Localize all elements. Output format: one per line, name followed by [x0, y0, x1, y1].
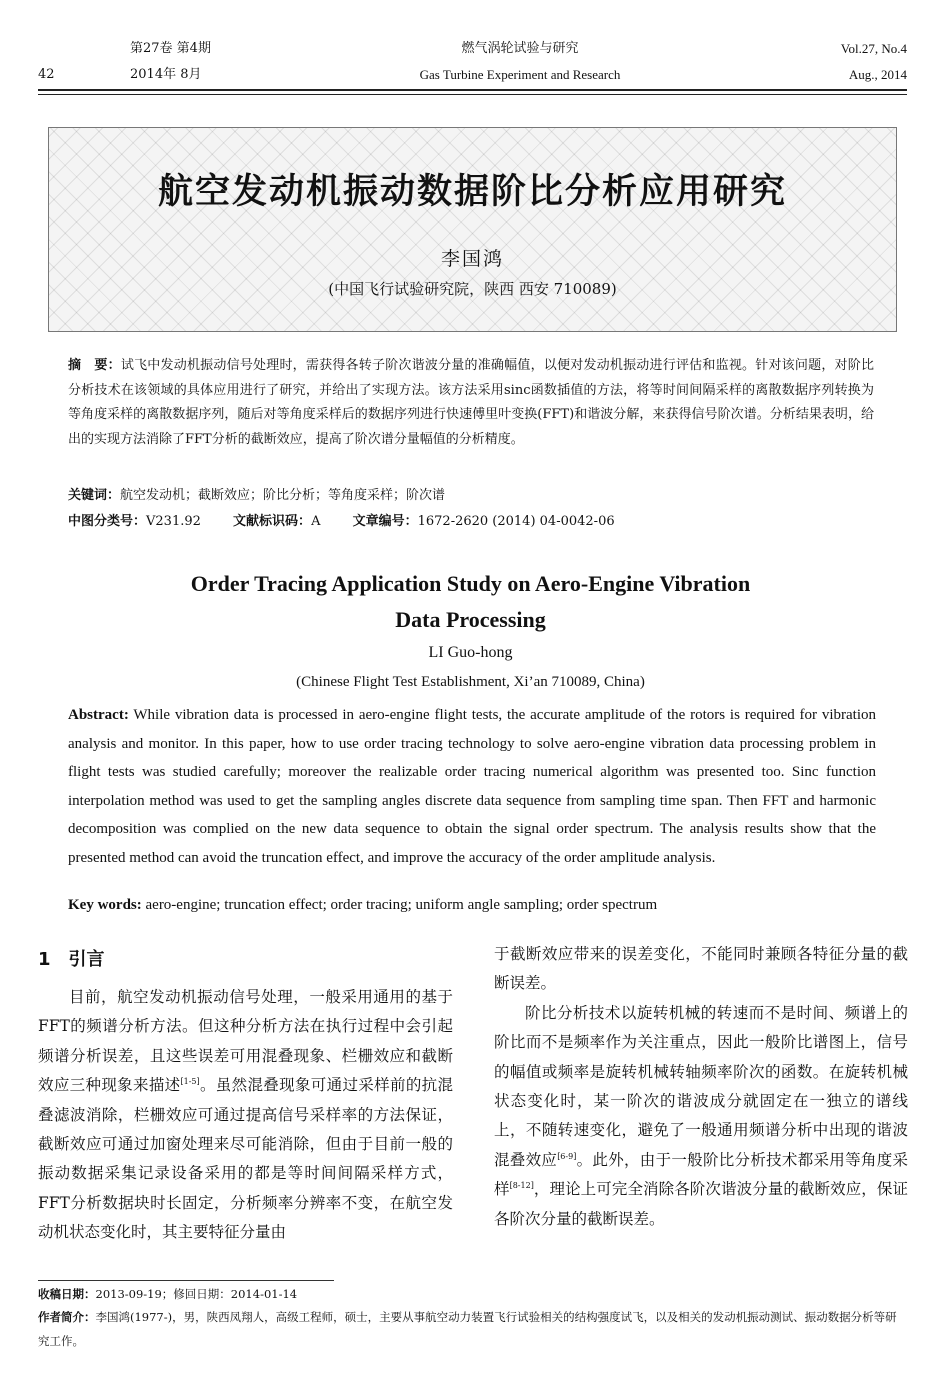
paragraph-text: 。此外，由于一般阶比分析技术都采用等角度采样 [494, 1150, 908, 1199]
paragraph-continuation: 于截断效应带来的误差变化，不能同时兼顾各特征分量的截断误差。 [494, 945, 908, 993]
volume-issue-en: Vol.27, No.4 [840, 41, 907, 56]
english-affiliation: (Chinese Flight Test Establishment, Xi’an 710089, China) [296, 674, 645, 690]
header-rule-thin [38, 94, 907, 95]
footnote-rule [38, 1280, 334, 1281]
author-bio-text: 李国鸿(1977-)，男，陕西凤翔人，高级工程师，硕士，主要从事航空动力装置飞行试验相关的结构强度试飞，以及相关的发动机振动测试、振动数据分析等研究工作。 [38, 1310, 897, 1348]
clc-value: V231.92 [146, 514, 201, 529]
chinese-keywords [68, 487, 445, 505]
paragraph [38, 983, 453, 1248]
chinese-keywords-label: 关键词： [68, 488, 121, 503]
paragraph-text: ，理论上可完全消除各阶次谐波分量的截断效应，保证各阶次分量的截断误差。 [494, 1180, 908, 1228]
date-en: Aug., 2014 [848, 67, 907, 82]
footnote-dates [38, 1282, 297, 1306]
classification-line [68, 513, 643, 531]
english-title-line-1: Order Tracing Application Study on Aero-Engine Vibration [190, 571, 751, 596]
english-abstract-text: While vibration data is processed in aero-engine flight tests, the accurate amplitude of the rotors is required for vibration analysis and monitor. In this paper, how to use order tracing technology to solve aero-engine vibration data processing problem in flight tests was studied carefully; moreover the realizable order tracing numerical algorithm was presented too. Sinc function interpolation method was used to get the sampling angles discrete data sequence from sampling time span. Then FFT and harmonic decomposition was complied on the new data sequence to obtain the signal order spectrum. The analysis results show that the presented method can avoid the truncation effect, and improve the accuracy of the order amplitude analysis. [68, 707, 876, 866]
paragraph-text: 。虽然混叠现象可通过采样前的抗混叠滤波消除，栏栅效应可通过提高信号采样率的方法保证，截断效应可通过加窗处理来尽可能消除，但由于目前一般的振动数据采集记录设备采用的都是等时间间隔采样方式，FFT分析数据块时长固定，分析频率分辨率不变，在航空发动机状态变化时，其主要特征分量由 [38, 1076, 453, 1242]
date-cn: 2014年 8月 [130, 67, 202, 82]
doc-code-label: 文献标识码： [233, 514, 312, 529]
chinese-abstract-label: 摘 要： [68, 358, 121, 373]
citation: [6-9] [557, 1151, 577, 1161]
article-id-value: 1672-2620 (2014) 04-0042-06 [417, 514, 615, 529]
chinese-author: 李国鸿 [440, 248, 504, 270]
journal-name-cn: 燃气涡轮试验与研究 [461, 41, 579, 56]
chinese-title: 航空发动机振动数据阶比分析应用研究 [157, 172, 787, 212]
english-keywords [68, 897, 657, 914]
header-rule-thick [38, 89, 907, 91]
paragraph [494, 999, 908, 1234]
received-date-value: 2013-09-19；修回日期：2014-01-14 [95, 1287, 298, 1301]
citation: [8-12] [509, 1181, 534, 1191]
english-author: LI Guo-hong [428, 644, 513, 661]
paragraph-text: 阶比分析技术以旋转机械的转速而不是时间、频谱上的阶比而不是频率作为关注重点，因此一般阶比谱图上，信号的幅值或频率是旋转机械转轴频率阶次的函数。在旋转机械状态变化时，某一阶次的谐波成分就固定在一独立的谱线上，不随转速变化，避免了一般通用频谱分析中出现的谐波混叠效应 [494, 1003, 908, 1169]
received-date-label: 收稿日期： [38, 1287, 96, 1301]
section-heading: 1 引言 [38, 949, 105, 970]
chinese-affiliation: (中国飞行试验研究院，陕西 西安 710089) [328, 280, 617, 298]
author-bio-label: 作者简介： [38, 1310, 96, 1324]
title-box [48, 127, 897, 332]
left-column [38, 983, 453, 1248]
english-keywords-label: Key words: [68, 897, 142, 913]
journal-name-en: Gas Turbine Experiment and Research [419, 67, 621, 82]
paragraph-text: 目前，航空发动机振动信号处理，一般采用通用的基于FFT的频谱分析方法。但这种分析方法在执行过程中会引起频谱分析误差，且这些误差可用混叠现象、栏栅效应和截断效应三种现象来描述 [38, 988, 453, 1095]
chinese-abstract [68, 354, 874, 452]
english-title [60, 566, 881, 638]
clc-label: 中图分类号： [68, 514, 147, 529]
english-abstract-label: Abstract: [68, 707, 129, 723]
running-header [38, 0, 907, 96]
citation: [1-5] [180, 1077, 200, 1087]
page-number: 42 [38, 67, 55, 82]
footnote-author-bio [38, 1305, 906, 1353]
english-title-line-2: Data Processing [395, 607, 546, 632]
chinese-abstract-text: 试飞中发动机振动信号处理时，需获得各转子阶次谐波分量的准确幅值，以便对发动机振动进行评估和监视。针对该问题，对阶比分析技术在该领域的具体应用进行了研究，并给出了实现方法。该方法采用sinc函数插值的方法，将等时间间隔采样的离散数据序列转换为等角度采样的离散数据序列，随后对等角度采样后的数据序列进行快速傅里叶变换(FFT)和谐波分解，来获得信号阶次谱。分析结果表明，给出的实现方法消除了FFT分析的截断效应，提高了阶次谱分量幅值的分析精度。 [68, 358, 874, 447]
right-column [494, 940, 908, 1234]
english-keywords-text: aero-engine; truncation effect; order tracing; uniform angle sampling; order spectrum [145, 897, 658, 913]
doc-code-value: A [311, 514, 321, 529]
english-abstract [68, 701, 876, 872]
chinese-keywords-text: 航空发动机；截断效应；阶比分析；等角度采样；阶次谱 [120, 488, 446, 503]
article-id-label: 文章编号： [352, 514, 418, 529]
volume-issue-cn: 第27卷 第4期 [130, 41, 211, 56]
